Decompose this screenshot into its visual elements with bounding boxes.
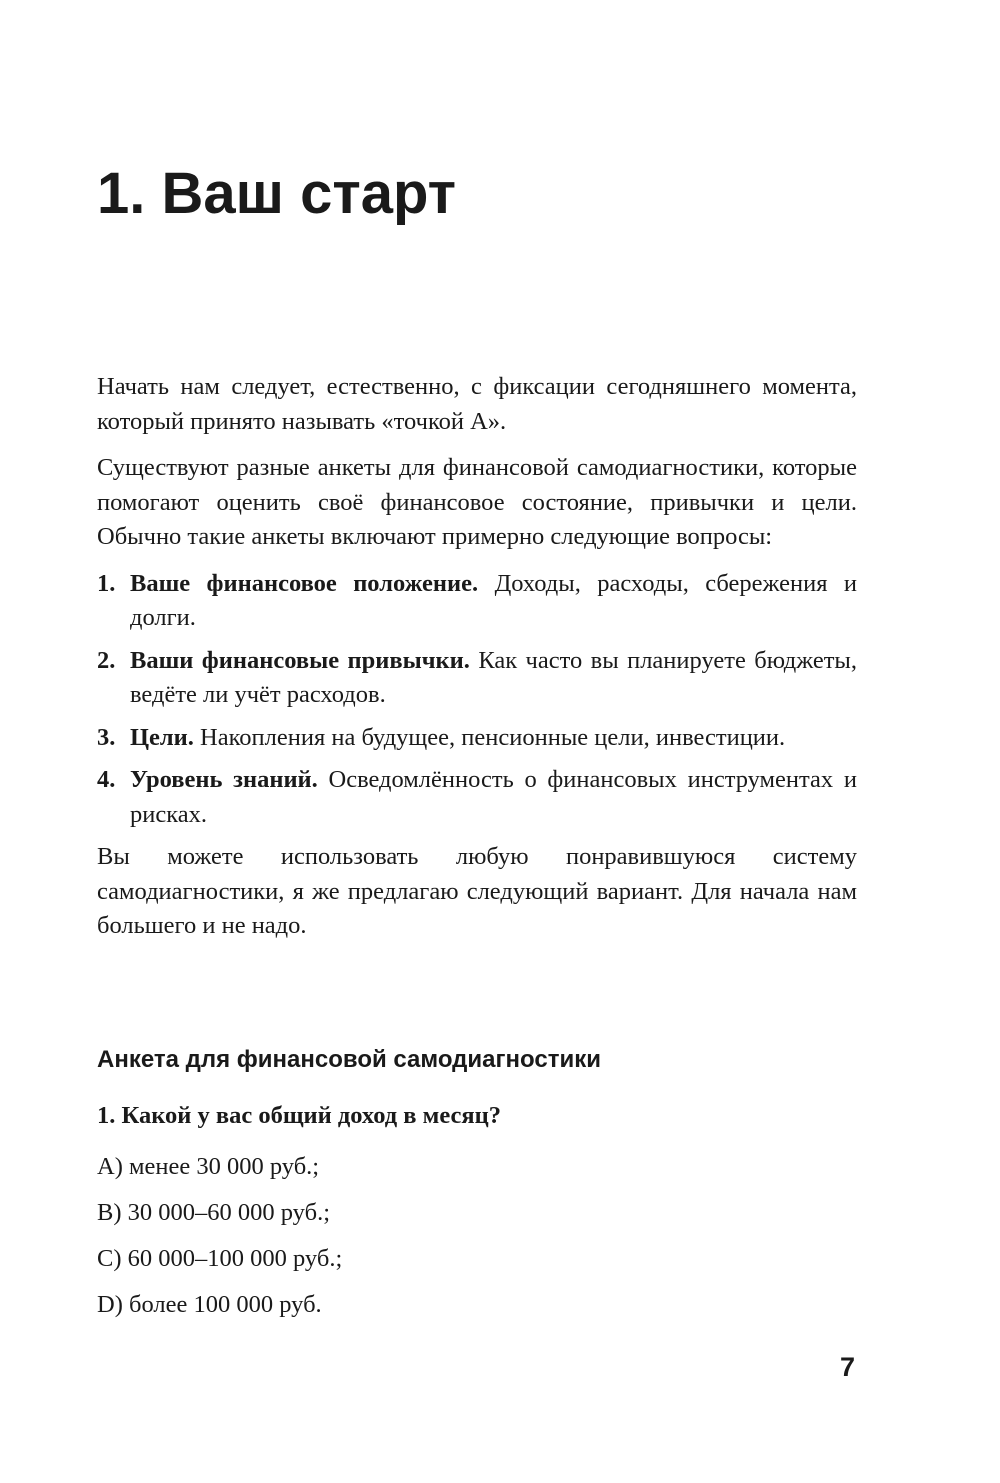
list-item-number: 3.	[97, 723, 116, 751]
list-item	[97, 763, 857, 832]
answer-option: D) более 100 000 руб.	[97, 1291, 322, 1318]
list-item-number: 1.	[97, 569, 116, 597]
question-topics-list	[97, 567, 857, 833]
list-item-title: Ваше финансовое положение.	[130, 569, 479, 597]
answer-option: B) 30 000–60 000 руб.;	[97, 1199, 331, 1226]
answer-option: A) менее 30 000 руб.;	[97, 1153, 320, 1180]
list-item-number: 4.	[97, 766, 116, 793]
answer-option: C) 60 000–100 000 руб.;	[97, 1245, 343, 1272]
page-number: 7	[839, 1352, 855, 1382]
list-item-text: Накопления на будущее, пенсионные цели, инвестиции.	[200, 723, 786, 751]
chapter-title: 1. Ваш старт	[97, 161, 457, 226]
list-item-number: 2.	[97, 646, 116, 674]
closing-paragraph: Вы можете использовать любую понравившуюся систему самодиагностики, я же предлагаю следующий вариант. Для начала нам большего и не надо.	[97, 843, 857, 939]
answer-options	[97, 1150, 342, 1334]
list-item-text: Как часто вы планируете бюджеты, ведёте ли учёт расходов.	[130, 646, 857, 708]
survey-heading: Анкета для финансовой самодиагностики	[97, 1046, 601, 1073]
list-item-title: Цели.	[130, 723, 194, 751]
survey-question: 1. Какой у вас общий доход в месяц?	[97, 1102, 501, 1129]
intro-paragraph-1: Начать нам следует, естественно, с фиксации сегодняшнего момента, который принято называть «точкой А».	[97, 373, 857, 435]
intro-paragraph-2: Существуют разные анкеты для финансовой самодиагностики, которые помогают оценить своё финансовое состояние, привычки и цели. Обычно такие анкеты включают примерно следующие вопросы:	[97, 454, 857, 550]
list-item	[97, 721, 857, 756]
list-item-text: Доходы, расходы, сбережения и долги.	[130, 569, 858, 631]
list-item	[97, 567, 857, 636]
list-item	[97, 644, 857, 713]
list-item-title: Уровень знаний.	[130, 766, 318, 793]
body-text	[97, 370, 857, 944]
list-item-title: Ваши финансовые привычки.	[130, 646, 470, 674]
list-item-text: Осведомлённость о финансовых инструментах и рисках.	[130, 766, 857, 828]
